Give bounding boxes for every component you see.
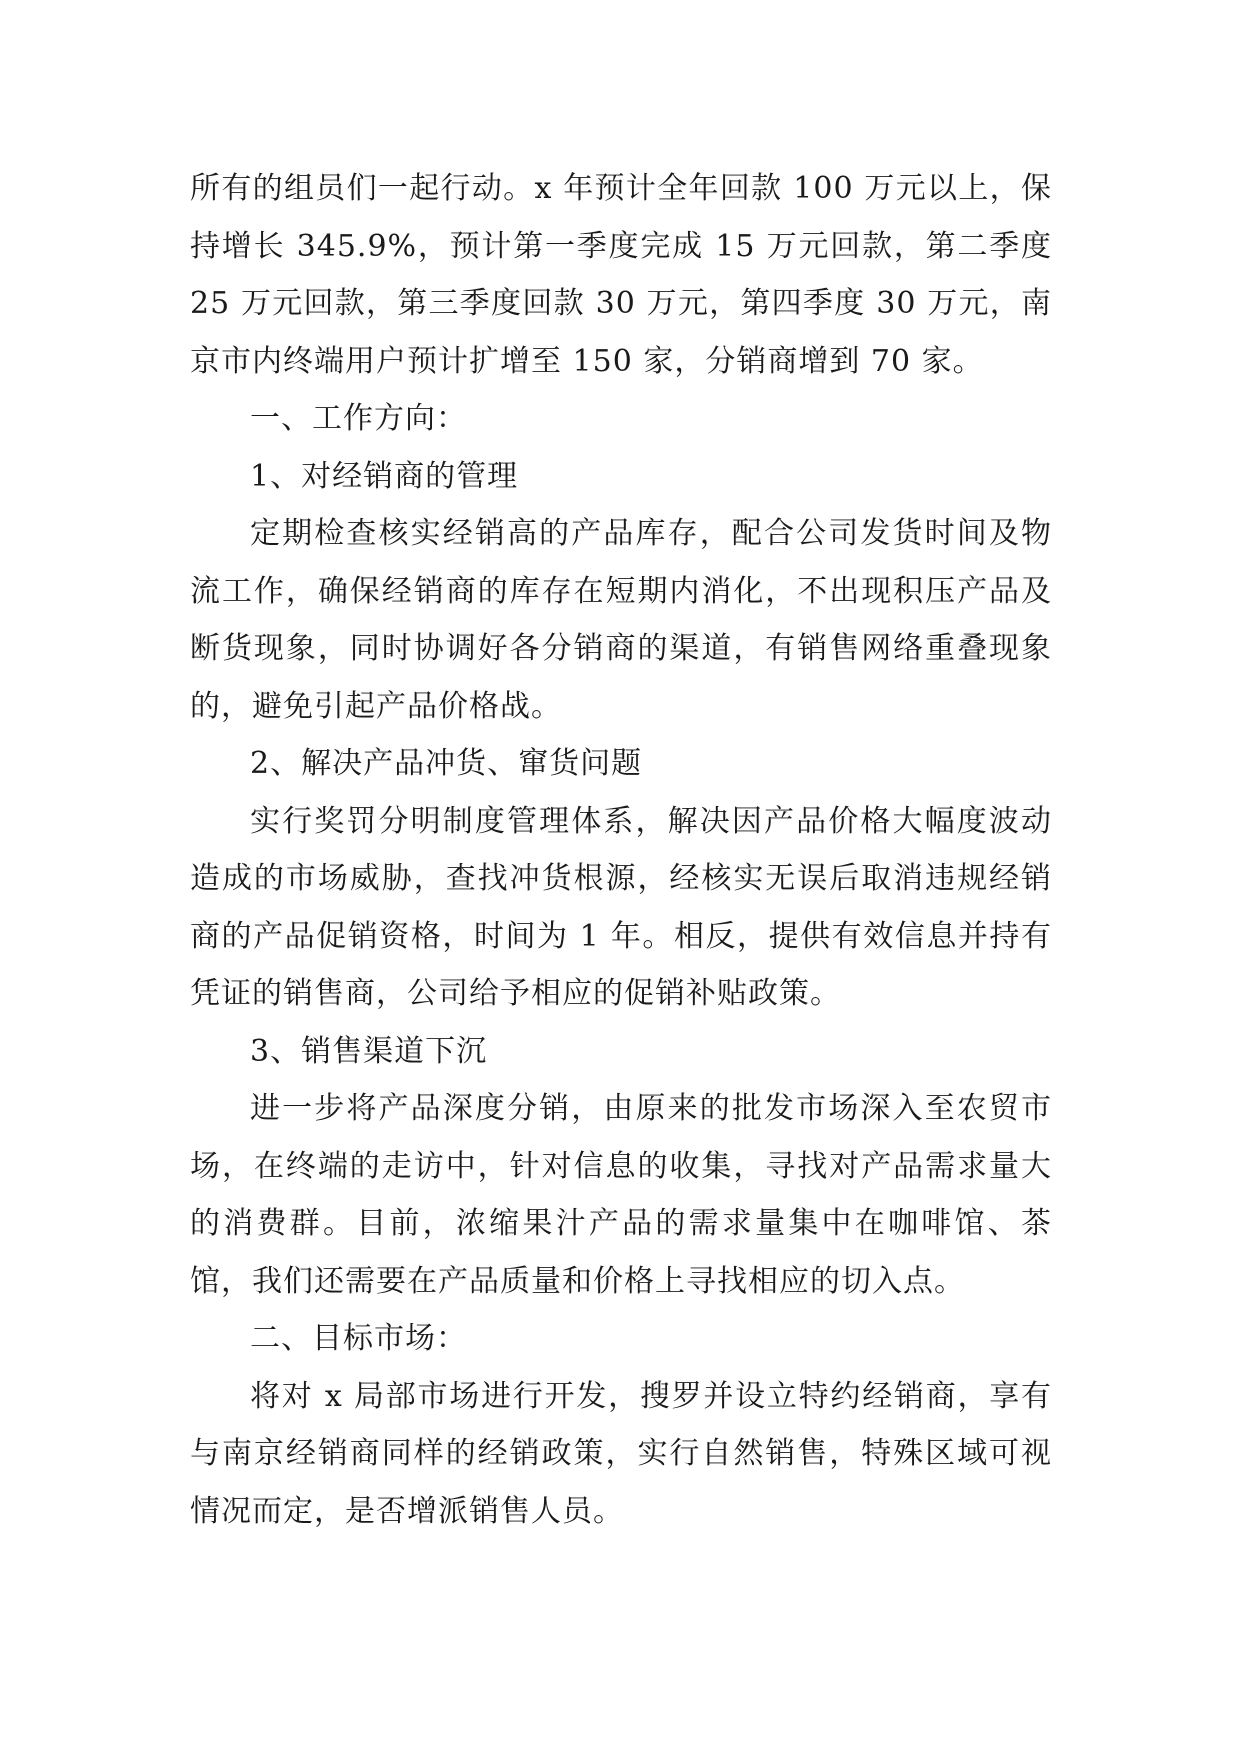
subheading-dealer-management: 1、对经销商的管理 xyxy=(250,458,519,494)
heading-work-direction: 一、工作方向： xyxy=(250,401,467,436)
subheading-channel-sinking: 3、销售渠道下沉 xyxy=(250,1033,488,1069)
heading-target-market: 二、目标市场： xyxy=(250,1321,467,1356)
paragraph-cross-selling: 实行奖罚分明制度管理体系，解决因产品价格大幅度波动造成的市场威胁，查找冲货根源，经核实无误后取消违规经销商的产品促销资格，时间为 1 年。相反，提供有效信息并持有凭证的销售商，公司给予相应的促销补贴政策。 xyxy=(190,803,1052,1011)
paragraph-channel-sinking: 进一步将产品深度分销，由原来的批发市场深入至农贸市场，在终端的走访中，针对信息的收集，寻找对产品需求量大的消费群。目前，浓缩果汁产品的需求量集中在咖啡馆、茶馆，我们还需要在产品质量和价格上寻找相应的切入点。 xyxy=(190,1091,1052,1299)
subheading-cross-selling: 2、解决产品冲货、窜货问题 xyxy=(250,746,643,781)
document-body xyxy=(190,160,1052,1540)
paragraph-dealer-management: 定期检查核实经销高的产品库存，配合公司发货时间及物流工作，确保经销商的库存在短期内消化，不出现积压产品及断货现象，同时协调好各分销商的渠道，有销售网络重叠现象的，避免引起产品价格战。 xyxy=(190,516,1052,724)
paragraph-target-market: 将对 x 局部市场进行开发，搜罗并设立特约经销商，享有与南京经销商同样的经销政策，实行自然销售，特殊区域可视情况而定，是否增派销售人员。 xyxy=(190,1378,1052,1529)
intro-paragraph: 所有的组员们一起行动。x 年预计全年回款 100 万元以上，保持增长 345.9%，预计第一季度完成 15 万元回款，第二季度 25 万元回款，第三季度回款 30 万元，第四季度 30 万元，南京市内终端用户预计扩增至 150 家，分销商增到 70 家。 xyxy=(190,171,1052,379)
